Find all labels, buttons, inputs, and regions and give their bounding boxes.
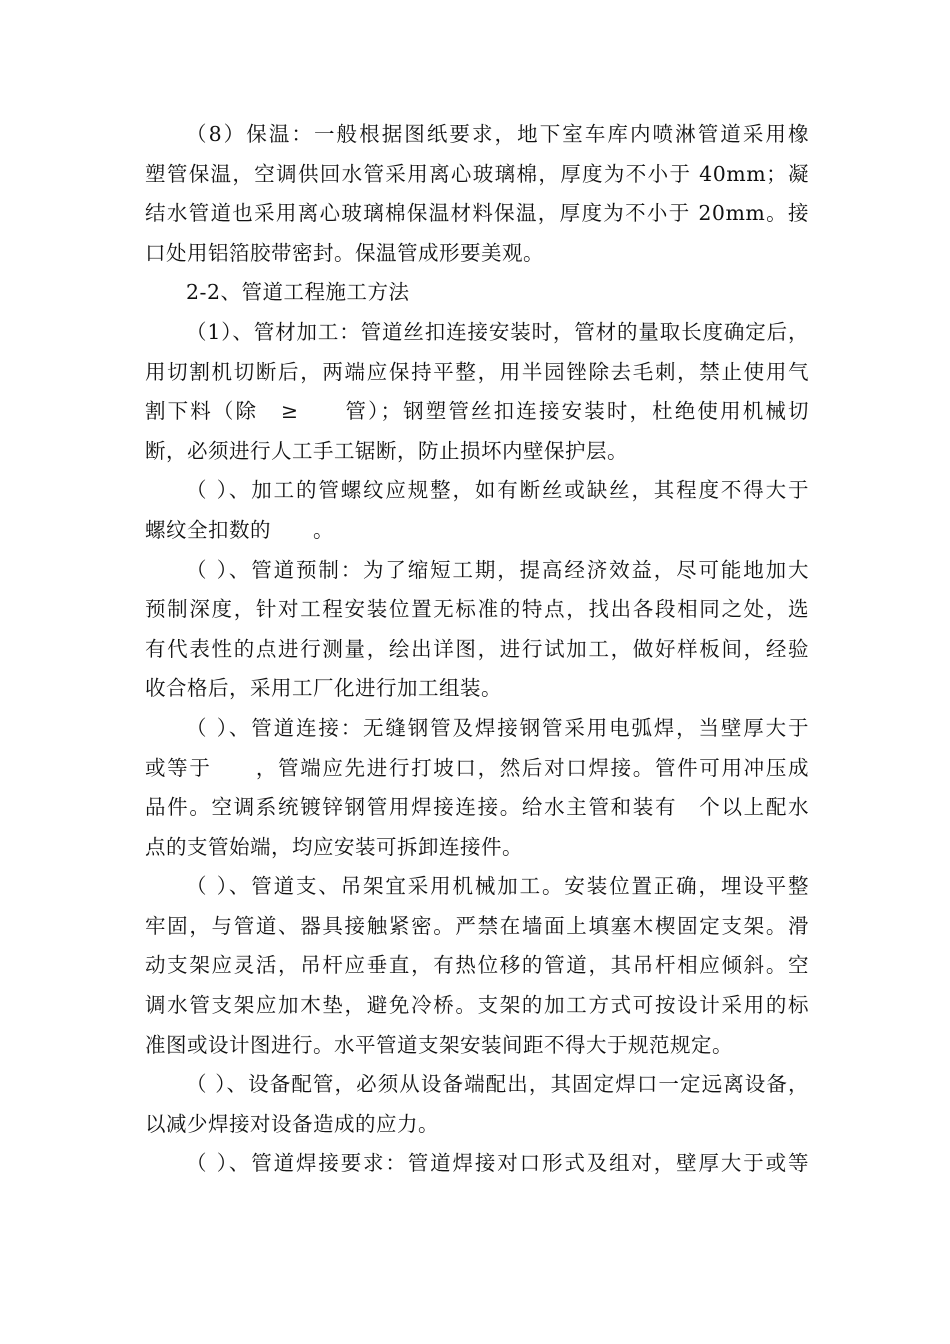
paragraph-insulation	[145, 115, 809, 273]
paragraph-welding	[145, 1144, 809, 1184]
text-line: 有代表性的点进行测量，绘出详图，进行试加工，做好样板间，经验	[145, 636, 809, 661]
paragraph-pipe-connection	[145, 709, 809, 867]
paragraph-equipment-piping	[145, 1065, 809, 1144]
text-line: 以减少焊接对设备造成的应力。	[145, 1111, 439, 1136]
section-heading	[145, 273, 809, 313]
text-line: （ ）、管道支、吊架宜采用机械加工。安装位置正确，埋设平整	[186, 874, 809, 899]
text-line: 塑管保温，空调供回水管采用离心玻璃棉，厚度为不小于 40mm；凝	[145, 161, 809, 186]
paragraph-prefabrication	[145, 551, 809, 709]
text-line: （ ）、加工的管螺纹应规整，如有断丝或缺丝，其程度不得大于	[186, 478, 809, 503]
paragraph-pipe-processing	[145, 313, 809, 471]
text-line: 动支架应灵活，吊杆应垂直，有热位移的管道，其吊杆相应倾斜。空	[145, 953, 809, 978]
document-page	[145, 115, 809, 1184]
text-line: （1）、管材加工：管道丝扣连接安装时，管材的量取长度确定后，	[186, 319, 809, 344]
paragraph-thread	[145, 471, 809, 550]
text-line: 割下料（除 ≥ 管）；钢塑管丝扣连接安装时，杜绝使用机械切	[145, 399, 809, 424]
text-line: 断，必须进行人工手工锯断，防止损坏内壁保护层。	[145, 438, 628, 463]
text-line: （8）保温：一般根据图纸要求，地下室车库内喷淋管道采用橡	[186, 122, 809, 146]
text-line: 用切割机切断后，两端应保持平整，用半园锉除去毛刺，禁止使用气	[145, 359, 809, 384]
text-line: 点的支管始端，均应安装可拆卸连接件。	[145, 834, 523, 859]
text-line: 品件。空调系统镀锌钢管用焊接连接。给水主管和装有 个以上配水	[145, 795, 809, 820]
text-line: 调水管支架应加木垫，避免冷桥。支架的加工方式可按设计采用的标	[145, 993, 809, 1018]
text-line: 口处用铝箔胶带密封。保温管成形要美观。	[145, 240, 544, 265]
text-line: （ ）、管道预制：为了缩短工期，提高经济效益，尽可能地加大	[186, 557, 809, 582]
paragraph-pipe-supports	[145, 867, 809, 1065]
text-line: 螺纹全扣数的 。	[145, 517, 334, 542]
text-line: 结水管道也采用离心玻璃棉保温材料保温，厚度为不小于 20mm。接	[145, 201, 809, 226]
text-line: 预制深度，针对工程安装位置无标准的特点，找出各段相同之处，选	[145, 597, 809, 622]
text-line: 准图或设计图进行。水平管道支架安装间距不得大于规范规定。	[145, 1032, 733, 1057]
text-line: 收合格后，采用工厂化进行加工组装。	[145, 676, 502, 701]
text-line: （ ）、管道焊接要求：管道焊接对口形式及组对，壁厚大于或等	[186, 1151, 809, 1176]
text-line: 牢固，与管道、器具接触紧密。严禁在墙面上填塞木楔固定支架。滑	[145, 913, 809, 938]
text-line: 或等于 ，管端应先进行打坡口，然后对口焊接。管件可用冲压成	[145, 755, 809, 780]
text-line: （ ）、设备配管，必须从设备端配出，其固定焊口一定远离设备，	[186, 1072, 809, 1097]
heading-text: 2-2、管道工程施工方法	[186, 280, 410, 305]
text-line: （ ）、管道连接：无缝钢管及焊接钢管采用电弧焊，当壁厚大于	[186, 715, 809, 740]
